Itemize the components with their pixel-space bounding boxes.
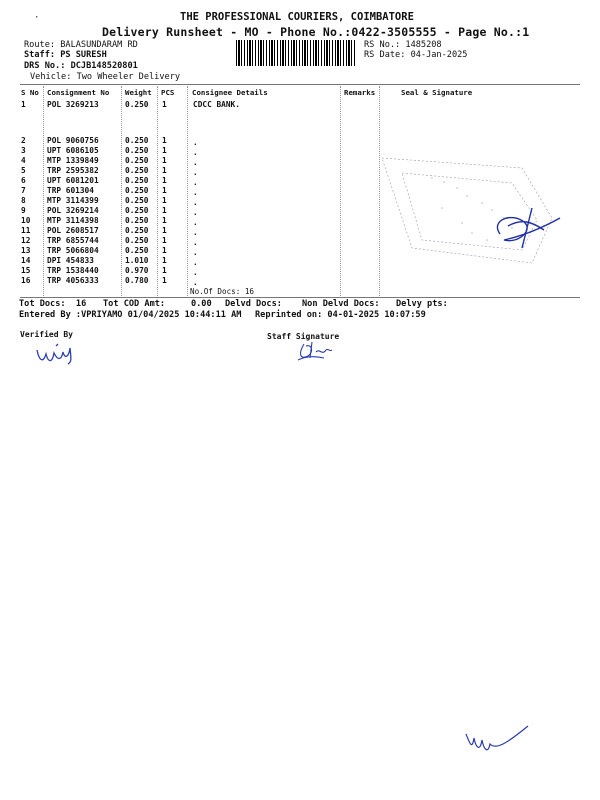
bottom-signature — [462, 720, 532, 760]
row-weight: 0.250 — [125, 146, 149, 155]
row-sno: 12 — [21, 236, 31, 245]
row-pcs: 1 — [162, 176, 167, 185]
row-pcs: 1 — [162, 276, 167, 285]
row-weight: 0.250 — [125, 166, 149, 175]
col-divider — [157, 86, 158, 298]
row-consignment: TRP 6855744 — [47, 236, 99, 245]
row-consignment: UPT 6086105 — [47, 146, 99, 155]
row-sno: 13 — [21, 246, 31, 255]
row-consignment: POL 3269213 — [47, 100, 99, 109]
row-details: . — [193, 218, 198, 227]
row-details: . — [193, 188, 198, 197]
totals-rule — [20, 297, 580, 298]
col-header-weight: Weight — [125, 88, 152, 97]
row-details: CDCC BANK. — [193, 100, 240, 109]
row-pcs: 1 — [162, 156, 167, 165]
row-sno: 9 — [21, 206, 26, 215]
route: Route: BALASUNDARAM RD — [24, 40, 138, 50]
staff: Staff: PS SURESH — [24, 50, 107, 60]
row-pcs: 1 — [162, 100, 167, 109]
row-details: . — [193, 148, 198, 157]
row-details: . — [193, 228, 198, 237]
row-sno: 14 — [21, 256, 31, 265]
row-details: . — [193, 248, 198, 257]
row-pcs: 1 — [162, 196, 167, 205]
staff-signature — [294, 338, 334, 364]
row-consignment: MTP 1339849 — [47, 156, 99, 165]
row-weight: 0.250 — [125, 216, 149, 225]
rs-number: RS No.: 1485208 — [364, 40, 442, 50]
row-sno: 1 — [21, 100, 26, 109]
row-sno: 6 — [21, 176, 26, 185]
row-weight: 0.250 — [125, 236, 149, 245]
runsheet-title: Delivery Runsheet - MO - Phone No.:0422-3505555 - Page No.:1 — [102, 25, 530, 39]
row-weight: 0.250 — [125, 156, 149, 165]
row-sno: 5 — [21, 166, 26, 175]
delvd-docs: Delvd Docs: — [225, 299, 282, 309]
row-weight: 0.250 — [125, 186, 149, 195]
vehicle: Vehicle: Two Wheeler Delivery — [30, 72, 181, 82]
row-pcs: 1 — [162, 246, 167, 255]
col-header-consignee: Consignee Details — [192, 88, 268, 97]
no-of-docs: No.Of Docs: 16 — [190, 287, 255, 296]
row-pcs: 1 — [162, 216, 167, 225]
col-header-consignment: Consignment No — [47, 88, 110, 97]
row-consignment: TRP 5066804 — [47, 246, 99, 255]
row-consignment: MTP 3114398 — [47, 216, 99, 225]
row-sno: 2 — [21, 136, 26, 145]
verifier-signature — [34, 340, 84, 368]
col-header-seal: Seal & Signature — [401, 88, 473, 97]
row-sno: 10 — [21, 216, 31, 225]
row-pcs: 1 — [162, 166, 167, 175]
col-divider — [43, 86, 44, 298]
row-consignment: MTP 3114399 — [47, 196, 99, 205]
row-pcs: 1 — [162, 136, 167, 145]
staff-signature-label: Staff Signature — [267, 332, 340, 341]
delvy-pts: Delvy pts: — [396, 299, 448, 309]
row-details: . — [193, 168, 198, 177]
row-weight: 0.250 — [125, 136, 149, 145]
reprinted-on: Reprinted on: 04-01-2025 10:07:59 — [255, 310, 426, 320]
row-consignment: TRP 4056333 — [47, 276, 99, 285]
row-pcs: 1 — [162, 226, 167, 235]
row-sno: 8 — [21, 196, 26, 205]
row-pcs: 1 — [162, 236, 167, 245]
row-weight: 1.010 — [125, 256, 149, 265]
barcode — [236, 40, 356, 66]
row-details: . — [193, 208, 198, 217]
row-sno: 15 — [21, 266, 31, 275]
drs-number: DRS No.: DCJB148520801 — [24, 61, 138, 71]
row-weight: 0.970 — [125, 266, 149, 275]
row-sno: 7 — [21, 186, 26, 195]
col-divider — [340, 86, 341, 298]
col-header-sno: S No — [21, 88, 39, 97]
row-weight: 0.250 — [125, 100, 149, 109]
row-weight: 0.250 — [125, 196, 149, 205]
row-details: . — [193, 198, 198, 207]
row-sno: 16 — [21, 276, 31, 285]
row-weight: 0.780 — [125, 276, 149, 285]
entered-by: Entered By :VPRIYAMO 01/04/2025 10:44:11 AM — [19, 310, 242, 320]
row-consignment: UPT 6081201 — [47, 176, 99, 185]
table-top-rule — [20, 84, 580, 85]
dot-mark: · — [34, 13, 40, 23]
row-weight: 0.250 — [125, 206, 149, 215]
row-consignment: TRP 1538440 — [47, 266, 99, 275]
row-sno: 3 — [21, 146, 26, 155]
row-pcs: 1 — [162, 206, 167, 215]
company-name: THE PROFESSIONAL COURIERS, COIMBATORE — [180, 11, 414, 23]
col-divider — [121, 86, 122, 298]
row-pcs: 1 — [162, 146, 167, 155]
row-details: . — [193, 268, 198, 277]
col-header-remarks: Remarks — [344, 88, 376, 97]
row-details: . — [193, 158, 198, 167]
row-sno: 4 — [21, 156, 26, 165]
office-stamp — [372, 148, 577, 273]
row-weight: 0.250 — [125, 176, 149, 185]
non-delvd-docs: Non Delvd Docs: — [302, 299, 380, 309]
row-weight: 0.250 — [125, 226, 149, 235]
row-details: . — [193, 278, 198, 287]
row-sno: 11 — [21, 226, 31, 235]
row-details: . — [193, 178, 198, 187]
row-consignment: POL 2608517 — [47, 226, 99, 235]
row-consignment: POL 9060756 — [47, 136, 99, 145]
tot-cod-amt: Tot COD Amt: 0.00 — [103, 299, 212, 309]
row-details: . — [193, 238, 198, 247]
row-pcs: 1 — [162, 256, 167, 265]
row-weight: 0.250 — [125, 246, 149, 255]
row-consignment: POL 3269214 — [47, 206, 99, 215]
tot-docs: Tot Docs: 16 — [19, 299, 87, 309]
row-pcs: 1 — [162, 266, 167, 275]
row-consignment: TRP 2595382 — [47, 166, 99, 175]
row-consignment: DPI 454833 — [47, 256, 94, 265]
rs-date: RS Date: 04-Jan-2025 — [364, 50, 468, 60]
col-header-pcs: PCS — [161, 88, 175, 97]
row-details: . — [193, 258, 198, 267]
row-pcs: 1 — [162, 186, 167, 195]
row-consignment: TRP 601304 — [47, 186, 94, 195]
verified-by: Verified By — [20, 330, 73, 339]
row-details: . — [193, 138, 198, 147]
col-divider — [187, 86, 188, 298]
